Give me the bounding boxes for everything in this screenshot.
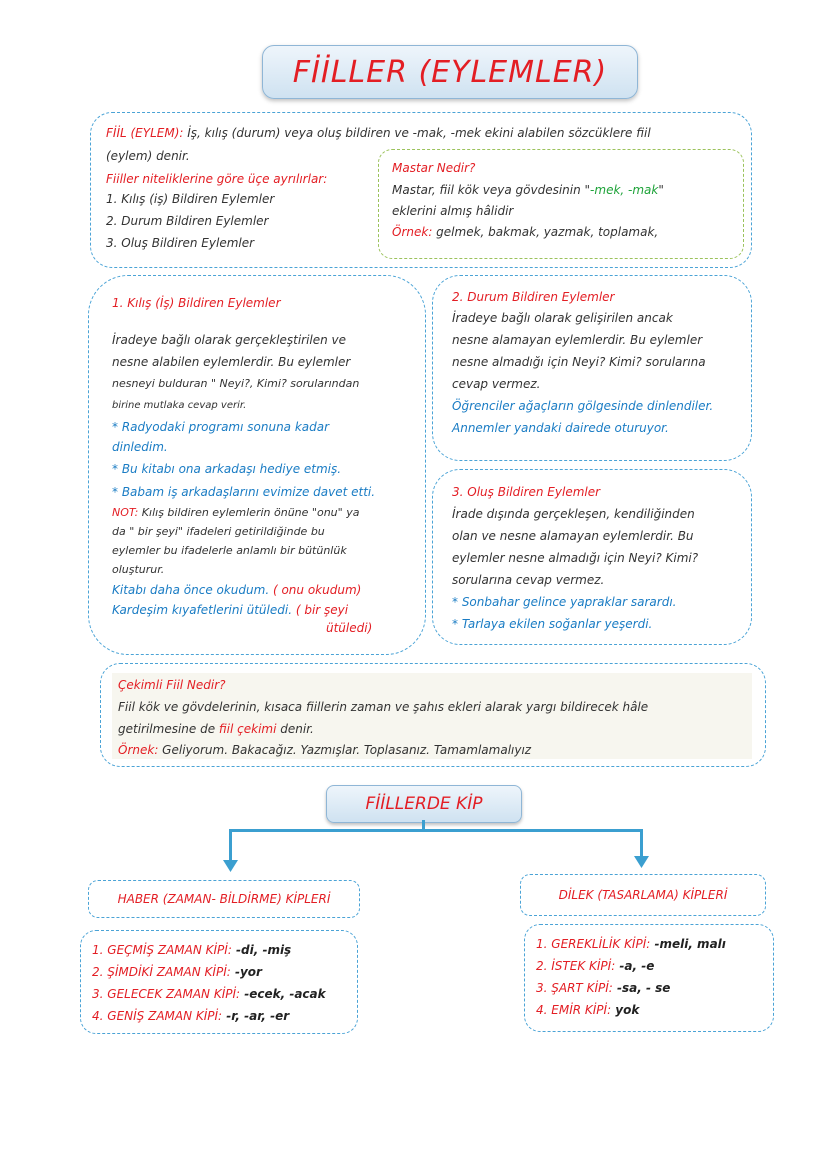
kip-suffix: -ecek, -acak xyxy=(240,987,326,1001)
mastar-text xyxy=(392,180,664,200)
haber-heading-box xyxy=(88,880,360,918)
kilis-line: İradeye bağlı olarak gerçekleştirilen ve xyxy=(112,333,347,347)
haber-heading: HABER (ZAMAN- BİLDİRME) KİPLERİ xyxy=(117,892,331,906)
note-line: da " bir şeyi" ifadeleri getirildiğinde bu xyxy=(112,525,325,538)
kip-label: 2. ŞİMDİKİ ZAMAN KİPİ: xyxy=(92,965,231,979)
durum-line: cevap vermez. xyxy=(452,377,541,391)
cekimli-line: Fiil kök ve gövdelerinin, kısaca fiillerin zaman ve şahıs ekleri alarak yargı bildirecek hâle xyxy=(118,700,649,714)
example-text: gelmek, bakmak, yazmak, toplamak, xyxy=(432,225,659,239)
cekimli-line-2 xyxy=(118,719,314,739)
kilis-example-2b xyxy=(112,600,348,620)
example-text: Geliyorum. Bakacağız. Yazmışlar. Toplasanız. Tamamlamalıyız xyxy=(158,743,532,757)
kilis-line: nesneyi bulduran " Neyi?, Kimi? sorularından xyxy=(112,377,360,390)
dilek-heading: DİLEK (TASARLAMA) KİPLERİ xyxy=(558,888,728,902)
mastar-example xyxy=(392,222,658,242)
durum-example: Öğrenciler ağaçların gölgesinde dinlendiler. xyxy=(452,399,714,413)
type-item: 2. Durum Bildiren Eylemler xyxy=(106,214,269,228)
kip-suffix: -a, -e xyxy=(615,959,655,973)
kilis-line: birine mutlaka cevap verir. xyxy=(112,400,247,411)
kip-suffix: yok xyxy=(611,1003,640,1017)
arrow-down-icon xyxy=(634,856,649,868)
types-heading: Fiiller niteliklerine göre üçe ayrılırlar: xyxy=(106,172,328,186)
dilek-heading-box xyxy=(520,874,766,916)
kip-label: 1. GEÇMİŞ ZAMAN KİPİ: xyxy=(92,943,232,957)
olus-line: eylemler nesne almadığı için Neyi? Kimi? xyxy=(452,551,699,565)
olus-line: İrade dışında gerçekleşen, kendiliğinden xyxy=(452,507,695,521)
kip-suffix: -r, -ar, -er xyxy=(222,1009,290,1023)
cekimli-text-a: getirilmesine de xyxy=(118,722,219,736)
definition-term: FİİL (EYLEM): xyxy=(106,126,184,140)
mastar-text-a: Mastar, fiil kök veya gövdesinin " xyxy=(392,183,591,197)
durum-line: nesne alamayan eylemlerdir. Bu eylemler xyxy=(452,333,703,347)
kilis-line: nesne alabilen eylemlerdir. Bu eylemler xyxy=(112,355,351,369)
dilek-item xyxy=(536,956,654,976)
kip-suffix: -yor xyxy=(230,965,262,979)
durum-example: Annemler yandaki dairede oturuyor. xyxy=(452,421,669,435)
dilek-item xyxy=(536,978,670,998)
kip-suffix: -meli, malı xyxy=(650,937,726,951)
note-text: Kılış bildiren eylemlerin önüne "onu" ya xyxy=(138,506,360,519)
kilis-example-2a xyxy=(112,580,361,600)
example-paren-cont: ütüledi) xyxy=(326,621,373,635)
example-paren: ( onu okudum) xyxy=(269,583,362,597)
kilis-heading: 1. Kılış (İş) Bildiren Eylemler xyxy=(112,296,281,310)
definition-text-cont: (eylem) denir. xyxy=(106,149,190,163)
kilis-example: * Radyodaki programı sonuna kadar xyxy=(112,420,330,434)
type-item: 1. Kılış (iş) Bildiren Eylemler xyxy=(106,192,275,206)
example-sentence: Kardeşim kıyafetlerini ütüledi. xyxy=(112,603,293,617)
fiil-definition xyxy=(106,123,651,143)
kip-suffix: -di, -miş xyxy=(231,943,292,957)
kip-label: 3. GELECEK ZAMAN KİPİ: xyxy=(92,987,241,1001)
cekimli-example xyxy=(118,740,531,760)
kip-label: 4. GENİŞ ZAMAN KİPİ: xyxy=(92,1009,223,1023)
dilek-item xyxy=(536,1000,639,1020)
connector-right xyxy=(640,829,643,859)
haber-item xyxy=(92,984,326,1004)
example-paren: ( bir şeyi xyxy=(292,603,349,617)
olus-example: * Tarlaya ekilen soğanlar yeşerdi. xyxy=(452,617,653,631)
mastar-suffix: -mek, -mak xyxy=(590,183,659,197)
kip-label: 3. ŞART KİPİ: xyxy=(536,981,613,995)
dilek-item xyxy=(536,934,726,954)
arrow-down-icon xyxy=(223,860,238,872)
connector-horizontal xyxy=(229,829,643,832)
mastar-text-cont: eklerini almış hâlidir xyxy=(392,204,514,218)
kilis-example: * Bu kitabı ona arkadaşı hediye etmiş. xyxy=(112,462,342,476)
cekimli-term: fiil çekimi xyxy=(218,722,277,736)
note-line: oluşturur. xyxy=(112,563,165,576)
kip-title-box xyxy=(326,785,522,823)
kip-title: FİİLLERDE KİP xyxy=(365,794,483,814)
kilis-example: dinledim. xyxy=(112,440,168,454)
kip-label: 1. GEREKLİLİK KİPİ: xyxy=(536,937,651,951)
kilis-example: * Babam iş arkadaşlarını evimize davet etti. xyxy=(112,485,376,499)
kilis-note xyxy=(112,503,359,523)
olus-line: olan ve nesne alamayan eylemlerdir. Bu xyxy=(452,529,694,543)
olus-example: * Sonbahar gelince yapraklar sarardı. xyxy=(452,595,677,609)
note-label: NOT: xyxy=(112,506,139,519)
olus-heading: 3. Oluş Bildiren Eylemler xyxy=(452,485,601,499)
example-label: Örnek: xyxy=(118,743,159,757)
connector-left xyxy=(229,829,232,863)
kip-suffix: -sa, - se xyxy=(612,981,671,995)
mastar-text-b: " xyxy=(658,183,664,197)
kip-label: 2. İSTEK KİPİ: xyxy=(536,959,616,973)
durum-line: nesne almadığı için Neyi? Kimi? sorularına xyxy=(452,355,706,369)
haber-item xyxy=(92,1006,289,1026)
example-label: Örnek: xyxy=(392,225,433,239)
cekimli-heading: Çekimli Fiil Nedir? xyxy=(118,678,226,692)
example-sentence: Kitabı daha önce okudum. xyxy=(112,583,270,597)
olus-line: sorularına cevap vermez. xyxy=(452,573,605,587)
note-line: eylemler bu ifadelerle anlamlı bir bütünlük xyxy=(112,544,347,557)
mastar-heading: Mastar Nedir? xyxy=(392,161,476,175)
definition-text: İş, kılış (durum) veya oluş bildiren ve -mak, -mek ekini alabilen sözcüklere fiil xyxy=(183,126,651,140)
haber-item xyxy=(92,940,291,960)
cekimli-text-b: denir. xyxy=(276,722,314,736)
type-item: 3. Oluş Bildiren Eylemler xyxy=(106,236,255,250)
page-title-box xyxy=(262,45,638,99)
durum-line: İradeye bağlı olarak gelişirilen ancak xyxy=(452,311,673,325)
haber-item xyxy=(92,962,262,982)
page-title: FİİLLER (EYLEMLER) xyxy=(292,54,608,90)
kip-label: 4. EMİR KİPİ: xyxy=(536,1003,612,1017)
durum-heading: 2. Durum Bildiren Eylemler xyxy=(452,290,615,304)
